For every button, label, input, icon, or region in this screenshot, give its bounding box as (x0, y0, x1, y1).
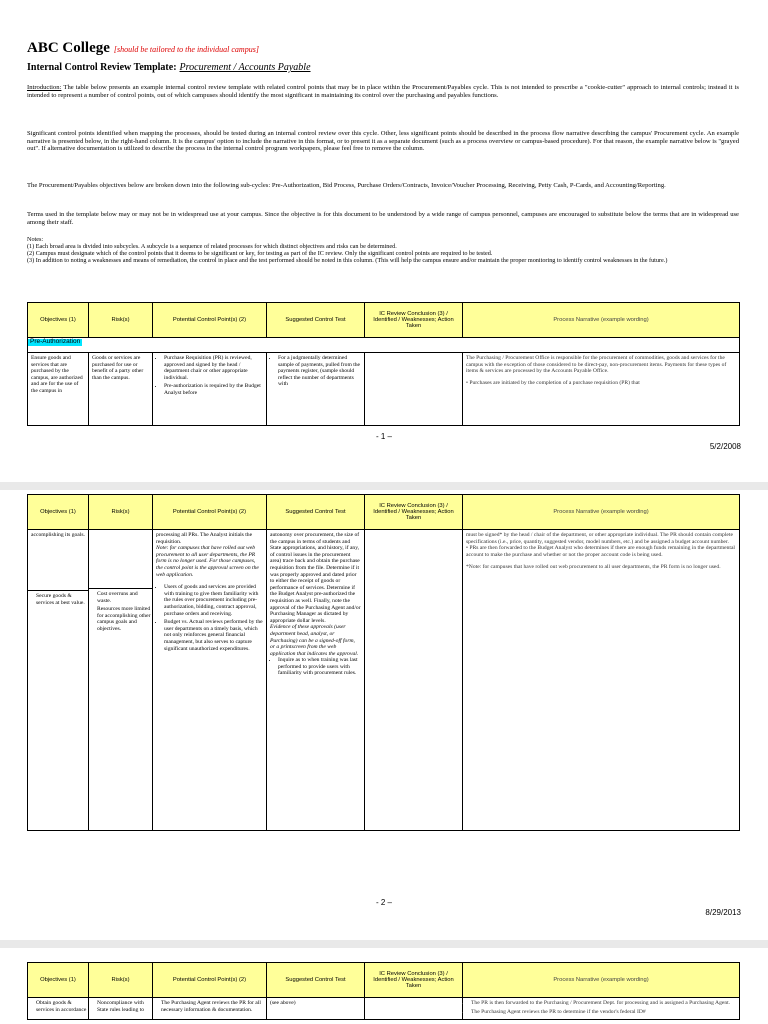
note-1: (1) Each broad area is divided into subcycles. A subcycle is a sequence of related processes for which distinct objectives and risks can be determined. (27, 243, 397, 250)
conclusion-cell (365, 353, 463, 426)
risk-cell: • Cost overruns and waste. • Resources more limited for accomplishing other campus goals and objectives. (89, 530, 153, 831)
header-control-points: Potential Control Point(s) (2) (153, 963, 267, 998)
header-ic-conclusion: IC Review Conclusion (3) / Identified / Weaknesses; Action Taken (365, 963, 463, 998)
narrative-cell: • The PR is then forwarded to the Purchasing / Procurement Dept. for processing and is assigned a Purchasing Agent. • The Purchasing Agent reviews the PR to determine if the vendor's federal ID# (463, 998, 740, 1020)
narrative-cell: must be signed* by the head / chair of the department, or other appropriate individual. The PR should contain complete specifications (i.e., price, quantity, suggested vendor, model numbers, etc.) and be assigned a budget account number. • PRs are then forwarded to the Budget Analyst who determines if there are enough funds remaining in the departmental account to make the purchase and whether or not the proper account code is being used. *Note: for campuses that have rolled out web procurement to all user departments, the PR form is no longer used. (463, 530, 740, 831)
paragraph-3: The Procurement/Payables objectives below are broken down into the following sub-cycles: Pre-Authorization, Bid Process, Purchase Orders/Contracts, Invoice/Voucher Processing, Receiving, Petty Cash, P-Cards, and Accounting/Reporting. (27, 182, 666, 189)
objective-cell: Ensure goods and services that are purchased by the campus, are authorized and are for the use of the campus in (28, 353, 89, 426)
document-title: ABC College [should be tailored to the individual campus] (27, 40, 259, 56)
page-2 (0, 490, 768, 940)
page-date: 5/2/2008 (709, 442, 741, 451)
table-row (28, 530, 740, 831)
header-control-test: Suggested Control Test (267, 495, 365, 530)
test-cell: (see above) (267, 998, 365, 1020)
control-table-page-2 (27, 494, 740, 831)
control-table-page-3 (27, 962, 740, 1020)
header-ic-conclusion: IC Review Conclusion (3) / Identified / Weaknesses; Action Taken (365, 303, 463, 338)
header-control-test: Suggested Control Test (267, 303, 365, 338)
header-narrative: Process Narrative (example wording) (463, 963, 740, 998)
risk-cell: Goods or services are purchased for use or benefit of a party other than the campus. (89, 353, 153, 426)
header-control-points: Potential Control Point(s) (2) (153, 495, 267, 530)
conclusion-cell (365, 998, 463, 1020)
page-1 (0, 0, 768, 482)
objective-cell: • Obtain goods & services in accordance (28, 998, 89, 1020)
paragraph-4: Terms used in the template below may or may not be in widespread use at your campus. Since the objective is for this document to be understood by a wide range of campus personnel, campuses are encouraged to substitute below the terms that are in widespread use among their staff. (27, 211, 739, 226)
note-3: (3) In addition to noting a weaknesses and means of remediation, the control in place and the test performed should be noted in this column. (This will help the campus ensure and/or maintain the proper monitoring to identify control weaknesses in the future.) (27, 257, 668, 264)
page-3 (0, 948, 768, 1024)
control-cell: processing all PRs. The Analyst initials the requisition. Note: for campuses that have rolled out web procurement to all user departments, the PR form is no longer used. For those campuses, the control point is the approval screen on the web application. • Users of goods and services are provided with training to give them familiarity with the rules over procurement including pre-authorization, bidding, contract approval, purchase orders and receiving. • Budget vs. Actual reviews performed by the user departments on a timely basis, which not only reinforces general financial management, but also serves to capture significant unauthorized expenditures. (153, 530, 267, 831)
document-subtitle: Internal Control Review Template: Procurement / Accounts Payable (27, 62, 311, 73)
table-header-row (28, 303, 740, 338)
risk-cell: • Noncompliance with State rules leading to (89, 998, 153, 1020)
test-cell: autonomy over procurement, the size of the campus in terms of students and State appropriations, and history, if any, of control issues in the procurement area) trace back and obtain the purchase requisition from the file. Determine if it was properly approved and dated prior to either the receipt of goods or performance of services. Determine if the Budget Analyst pre-authorized the requisition as well. Finally, note the approval of the Purchasing Agent and/or Purchasing Manager as dictated by appropriate dollar levels. Evidence of these approvals (user department head, analyst, or Purchasing) can be a signed-off form, or a printscreen from the web application that indicates the approval. • Inquire as to when training was last performed to provide users with familiarity with procurement rules. (267, 530, 365, 831)
table-row (28, 998, 740, 1020)
table-header-row (28, 963, 740, 998)
intro-paragraph: Introduction: The table below presents an example internal control review template with related control points that may be in place within the Procurement/Payables cycle. This is not intended to prescribe a "cookie-cutter" approach to internal controls; instead it is intended to represent a number of control points, out of which campuses should identify the most significant in maintaining its control over the purchasing and payables functions. (27, 84, 739, 99)
narrative-cell: The Purchasing / Procurement Office is responsible for the procurement of commodities, goods and services for the campus with the exception of those considered to be direct-pay, non-procurement items. Payments for these types of items & services are processed by the Accounts Payable Office. • Purchases are initiated by the completion of a purchase requisition (PR) that (463, 353, 740, 426)
control-cell: • The Purchasing Agent reviews the PR for all necessary information & documentation. (153, 998, 267, 1020)
header-ic-conclusion: IC Review Conclusion (3) / Identified / Weaknesses; Action Taken (365, 495, 463, 530)
objective-cell: accomplishing its goals. • Secure goods & services at best value. (28, 530, 89, 831)
header-risks: Risk(s) (89, 963, 153, 998)
subcycle-row (28, 338, 740, 353)
header-risks: Risk(s) (89, 303, 153, 338)
subcycle-label: Pre-Authorization (30, 338, 81, 345)
control-cell: • Purchase Requisition (PR) is reviewed, approved and signed by the head / department chair or other appropriate individual. • Pre-authorization is required by the Budget Analyst before (153, 353, 267, 426)
header-objectives: Objectives (1) (28, 495, 89, 530)
note-2: (2) Campus must designate which of the control points that it deems to be significant or key, for testing as part of the IC review. Only the significant control points are required to be tested. (27, 250, 493, 257)
table-row (28, 353, 740, 426)
page-number: - 2 – (375, 898, 392, 907)
header-control-test: Suggested Control Test (267, 963, 365, 998)
table-header-row (28, 495, 740, 530)
page-date: 8/29/2013 (705, 908, 741, 917)
test-cell: • For a judgmentally determined sample of payments, pulled from the payments register, (sample should reflect the number of departments with (267, 353, 365, 426)
subtitle-value: Procurement / Accounts Payable (179, 62, 311, 73)
title-note: [should be tailored to the individual campus] (113, 45, 259, 54)
header-objectives: Objectives (1) (28, 303, 89, 338)
conclusion-cell (365, 530, 463, 831)
header-control-points: Potential Control Point(s) (2) (153, 303, 267, 338)
header-narrative: Process Narrative (example wording) (463, 495, 740, 530)
header-narrative: Process Narrative (example wording) (463, 303, 740, 338)
notes: Notes: (1) Each broad area is divided into subcycles. A subcycle is a sequence of related processes for which distinct objectives and risks can be determined. (2) Campus must designate which of the control points that it deems to be significant or key, for testing as part of the IC review. Only the significant control points are required to be tested. (3) In addition to noting a weaknesses and means of remediation, the control in place and the test performed should be noted in this column. (This will help the campus ensure and/or maintain the proper monitoring to identify control weaknesses in the future.) (27, 236, 739, 264)
page-number: - 1 – (375, 432, 392, 441)
header-objectives: Objectives (1) (28, 963, 89, 998)
control-table-page-1 (27, 302, 740, 426)
paragraph-2: Significant control points identified when mapping the processes, should be tested during an internal control review over this cycle. Other, less significant points should be described in the process flow narrative describing the campus' Procurement cycle. An example narrative is presented below, in the right-hand column. It is the campus' option to include the narrative in this format, or to present it as a separate document (such as a process overview or campus-based procedure). For that reason, the example narrative below is "grayed out". If alternative documentation is utilized to describe the process in the internal control program workpapers, please feel free to remove the column. (27, 130, 739, 153)
header-risks: Risk(s) (89, 495, 153, 530)
